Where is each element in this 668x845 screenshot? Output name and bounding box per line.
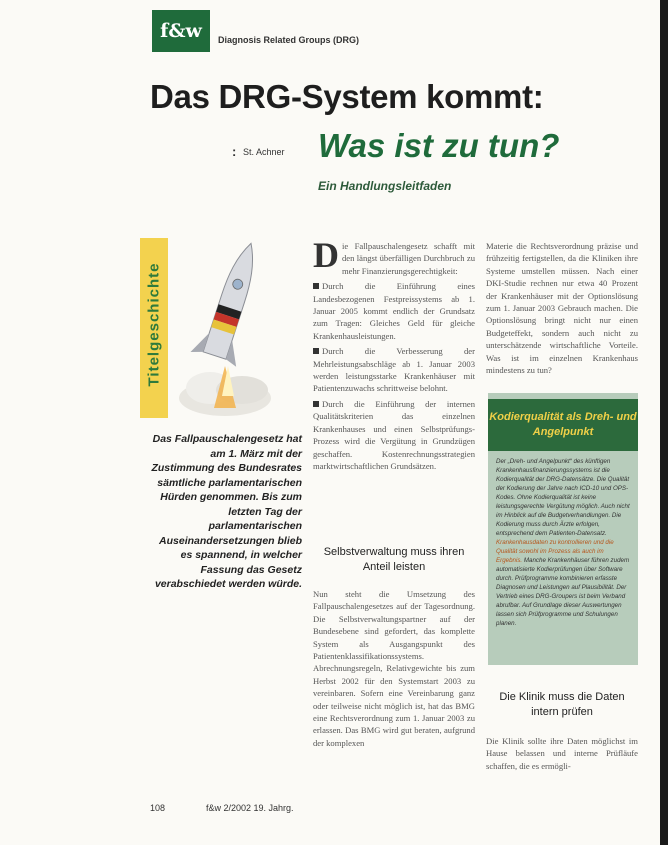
sidebar-box-text-1: Der „Dreh- und Angelpunkt“ des künftigen Krankenhausfinanzierungssystems ist die Kodierqualität der DRG-Datensätze. Die Qualität der Kodierung der Jahre nach ICD-10 und OPS-Kodes. Ohne Kodierqualität ist keine leistungsgerechte Vergütung möglich. Auch nicht im Hinblick auf die Budgetverhandlungen. Die Kodierung muss durch Ärzte erfolgen, entsprechend dem Patienten-Datensatz. xyxy=(496,458,630,537)
sidebar-box-text-2: Manche Krankenhäuser führen zudem automatisierte Kodierprüfungen über Software durch. Prüfprogramme kombinieren erfasste Diagnosen und Leistungen auf Plausibilität. Der Vertrieb eines DRG-Groupers ist beim Verband abrufbar. Auf Grundlage dieser Auswertungen lassen sich Prüfprogramme und Schulungen planen. xyxy=(496,557,630,627)
sidebar-box-heading: Kodierqualität als Dreh- und Angelpunkt xyxy=(488,399,638,451)
col1-bullet-3: Durch die Einführung der internen Qualitätskriterien das einzelnen Krankenhauses und einen Selbstprüfungs-Prozess wird die Vergütung in Grundzügen geschaffen. Kostenrechnungsstrategien marktwirtschaftlichen Grundsätzen. xyxy=(313,398,475,471)
journal-logo: f&w xyxy=(152,10,210,52)
text-column-2-cont xyxy=(486,735,638,775)
col2-subheading: Die Klinik muss die Daten intern prüfen xyxy=(499,691,625,718)
author-marker: : xyxy=(232,144,237,159)
bullet-marker xyxy=(313,283,319,289)
col2-after: Die Klinik sollte ihre Daten möglichst im Hause belassen und interne Prüfläufe schaffen, die es ermögli- xyxy=(486,736,638,771)
col1-bullet-1: Durch die Einführung eines Landesbezogenen Festpreissystems ab 1. Januar 2005 kommt endlich der Grundsatz zum Tragen: Gleiches Geld für gleiche Krankenhausleistungen. xyxy=(313,281,475,341)
sidebar-box xyxy=(488,393,638,665)
bullet-marker xyxy=(313,401,319,407)
bullet-marker xyxy=(313,348,319,354)
dropcap: D xyxy=(313,235,339,275)
section-label: Diagnosis Related Groups (DRG) xyxy=(218,35,360,45)
page-number: 108 xyxy=(150,803,166,813)
sidebar-box-highlight: Krankenhausdaten zu kontrollieren und die Qualität sowohl im Prozess als auch im Ergebnis. xyxy=(496,539,614,564)
col1-subheading: Selbstverwaltung muss ihren Anteil leisten xyxy=(323,546,465,573)
col1-bullet-2: Durch die Verbesserung der Mehrleistungsabschläge ab 1. Januar 2003 werden leistungsstarke Krankenhäuser mit Patientenzuwachs schrittweise belohnt. xyxy=(313,346,475,394)
text-column-2 xyxy=(486,240,638,379)
category-tab-label: Titelgeschichte xyxy=(145,262,163,387)
footer-source: f&w 2/2002 19. Jahrg. xyxy=(206,803,294,813)
article-kicker: Ein Handlungsleitfaden xyxy=(318,179,452,193)
article-subtitle: Was ist zu tun? xyxy=(318,127,560,164)
col1-intro: ie Fallpauschalengesetz schafft mit den längst überfälligen Durchbruch zu mehr Finanzierungsgerechtigkeit: xyxy=(342,241,475,276)
text-column-1 xyxy=(313,235,475,475)
col1-after: Nun steht die Umsetzung des Fallpauschalengesetzes auf der Tagesordnung. Die Selbstverwaltungspartner auf der Bundesebene sind gefordert, das komplette System als Ausgangspunkt des Patientenklassifikationssystems. Abrechnungsregeln, Relativgewichte bis zum Herbst 2002 für den Systemstart 2003 zu vereinbaren. Sofern eine Vereinbarung ganz oder teilweise nicht möglich ist, hat das BMG eine Rechtsverordnung zum 1. Januar 2003 zu erlassen. Das BMG wird gut beraten, aufgrund der komplexen xyxy=(313,589,475,748)
scan-edge xyxy=(660,0,668,845)
lead-paragraph: Das Fallpauschalengesetz hat am 1. März mit der Zustimmung des Bundesrates sämtliche parlamentarischen Hürden genommen. Bis zum letzten Tag der parlamentarischen Auseinandersetzungen blieb es spannend, in welcher Fassung das Gesetz verabschiedet werden würde. xyxy=(151,433,302,590)
category-tab xyxy=(140,238,168,418)
col2-intro: Materie die Rechtsverordnung präzise und frühzeitig fertigstellen, da die Kliniken ihre Systeme umstellen müssen. Nach einer DKI-Studie rechnen nur etwa 40 Prozent der Krankenhäuser mit der Optionslösung zum 1. Januar 2003 Gebrauch machen. Die Optionslösung bringt nicht nur einen Budgeteffekt, sondern auch nicht zu unterschätzende wirtschaftliche Vorteile. Was ist im einzelnen Krankenhaus mindestens zu tun? xyxy=(486,241,638,376)
text-column-1-cont xyxy=(313,588,475,752)
sidebar-box-text xyxy=(496,457,630,628)
rocket-illustration xyxy=(170,238,294,418)
article-title: Das DRG-System kommt: xyxy=(150,78,544,115)
article-author: St. Achner xyxy=(243,147,285,157)
